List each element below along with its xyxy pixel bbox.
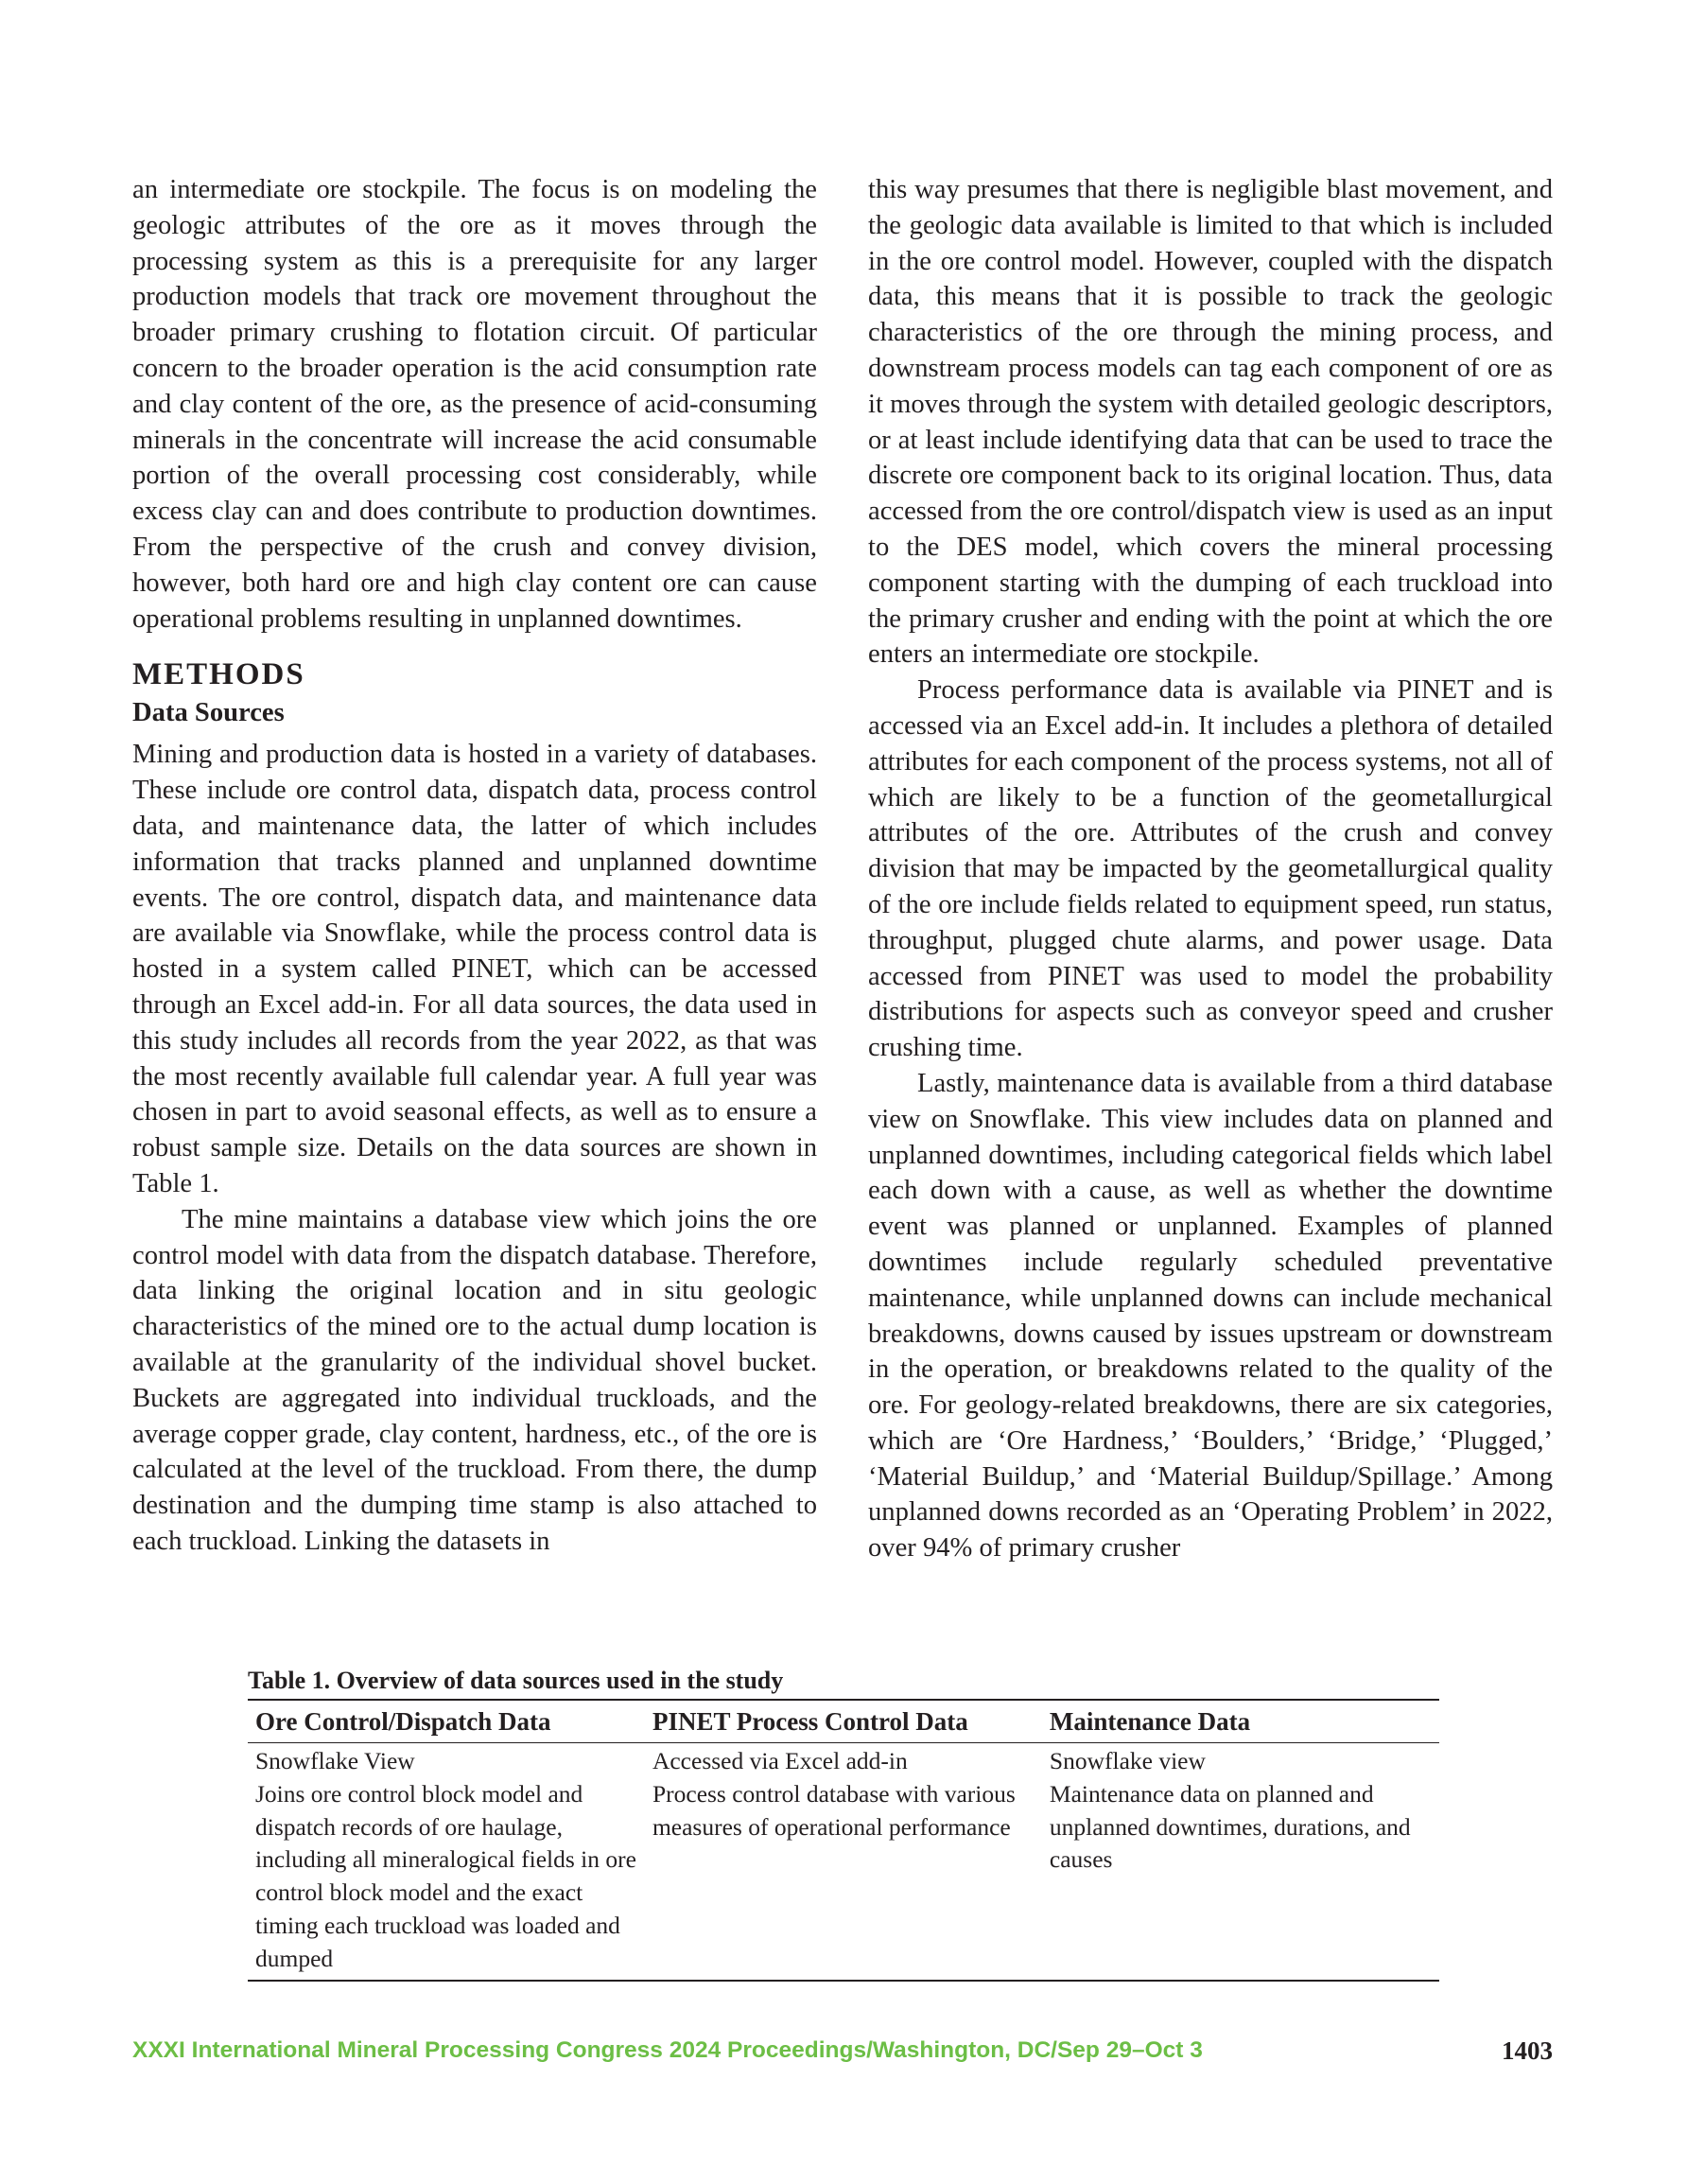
paragraph-maintenance: Lastly, maintenance data is available from a third database view on Snowflake. This view includes data on planned and unplanned downtimes, including categorical fields which label each down with a cause, as well as whether the downtime event was planned or unplanned. Examples of planned downtimes include regularly scheduled preventative maintenance, while unplanned downs can include mechanical breakdowns, downs caused by issues upstream or downstream in the operation, or breakdowns related to the quality of the ore. For geology-related breakdowns, there are six categories, which are ‘Ore Hardness,’ ‘Boulders,’ ‘Bridge,’ ‘Plugged,’ ‘Material Buildup,’ and ‘Material Buildup/Spillage.’ Among unplanned downs recorded as an ‘Operating Problem’ in 2022, over 94% of primary crusher bbox=[868, 1068, 1553, 1564]
table-header-pinet: PINET Process Control Data bbox=[652, 1707, 968, 1736]
table-cell-maintenance bbox=[1042, 1743, 1439, 1981]
data-sources-table bbox=[248, 1699, 1439, 1982]
paragraph-data-sources: Mining and production data is hosted in a variety of databases. These include ore control data, dispatch data, process control data, and maintenance data, the latter of which includes information that tracks planned and unplanned downtime events. The ore control, dispatch data, and maintenance data are available via Snowflake, while the process control data is hosted in a system called PINET, which can be accessed through an Excel add-in. For all data sources, the data used in this study includes all records from the year 2022, as that was the most recently available full calendar year. A full year was chosen in part to avoid seasonal effects, as well as to ensure a robust sample size. Details on the data sources are shown in Table 1. bbox=[132, 740, 817, 1198]
subsection-heading-data-sources: Data Sources bbox=[132, 698, 285, 728]
paragraph-pinet: Process performance data is available via PINET and is accessed via an Excel add-in. It includes a plethora of detailed attributes for each component of the process systems, not all of which are likely to be a function of the geometallurgical attributes of the ore. Attributes of the crush and convey division that may be impacted by the geometallurgical quality of the ore include fields related to equipment speed, run status, throughput, plugged chute alarms, and power usage. Data accessed from PINET was used to model the probability distributions for aspects such as conveyor speed and crusher crushing time. bbox=[868, 675, 1553, 1063]
page-number: 1403 bbox=[1502, 2036, 1553, 2065]
cell-description: Process control database with various measures of operational performance bbox=[652, 1779, 1016, 1841]
table-caption: Table 1. Overview of data sources used in the study bbox=[248, 1667, 784, 1694]
cell-source-type: Accessed via Excel add-in bbox=[652, 1747, 908, 1774]
section-heading-methods: METHODS bbox=[132, 657, 305, 692]
left-column bbox=[132, 172, 817, 1560]
cell-source-type: Snowflake view bbox=[1049, 1747, 1206, 1774]
cell-description: Joins ore control block model and dispatch records of ore haulage, including all mineralogical fields in ore control block model and the exact timing each truckload was loaded and dumped bbox=[255, 1779, 636, 1972]
table-header-ore-control: Ore Control/Dispatch Data bbox=[255, 1707, 551, 1736]
table-row bbox=[248, 1743, 1439, 1981]
table-1 bbox=[248, 1665, 1439, 1982]
cell-source-type: Snowflake View bbox=[255, 1747, 415, 1774]
paragraph-mine-database: The mine maintains a database view which joins the ore control model with data from the dispatch database. Therefore, data linking the original location and in situ geologic characteristics of the mined ore to the actual dump location is available at the granularity of the individual shovel bucket. Buckets are aggregated into individual truckloads, and the average copper grade, clay content, hardness, etc., of the ore is calculated at the level of the truckload. From there, the dump destination and the dumping time stamp is also attached to each truckload. Linking the datasets in bbox=[132, 1204, 817, 1556]
page-footer bbox=[132, 2032, 1553, 2070]
table-cell-ore-control bbox=[248, 1743, 645, 1981]
right-column bbox=[868, 172, 1553, 1566]
paragraph-intro: an intermediate ore stockpile. The focus is on modeling the geologic attributes of the ore as it moves through the processing system as this is a prerequisite for any larger production models that track ore movement throughout the broader primary crushing to flotation circuit. Of particular concern to the broader operation is the acid consumption rate and clay content of the ore, as the presence of acid-consuming minerals in the concentrate will increase the acid consumable portion of the overall processing cost considerably, while excess clay can and does contribute to production downtimes. From the perspective of the crush and convey division, however, both hard ore and high clay content ore can cause operational problems resulting in unplanned downtimes. bbox=[132, 175, 817, 634]
paragraph-continued: this way presumes that there is negligible blast movement, and the geologic data available is limited to that which is included in the ore control model. However, coupled with the dispatch data, this means that it is possible to track the geologic characteristics of the ore through the mining process, and downstream process models can tag each component of ore as it moves through the system with detailed geologic descriptors, or at least include identifying data that can be used to trace the discrete ore component back to its original location. Thus, data accessed from the ore control/dispatch view is used as an input to the DES model, which covers the mineral processing component starting with the dumping of each truckload into the primary crusher and ending with the point at which the ore enters an intermediate ore stockpile. bbox=[868, 175, 1553, 670]
table-header-maintenance: Maintenance Data bbox=[1049, 1707, 1251, 1736]
table-cell-pinet bbox=[645, 1743, 1042, 1981]
table-header-row bbox=[248, 1700, 1439, 1743]
footer-conference-title: XXXI International Mineral Processing Congress 2024 Proceedings/Washington, DC/Sep 29–Oct 3 bbox=[132, 2037, 1203, 2063]
cell-description: Maintenance data on planned and unplanned downtimes, durations, and causes bbox=[1049, 1779, 1411, 1874]
